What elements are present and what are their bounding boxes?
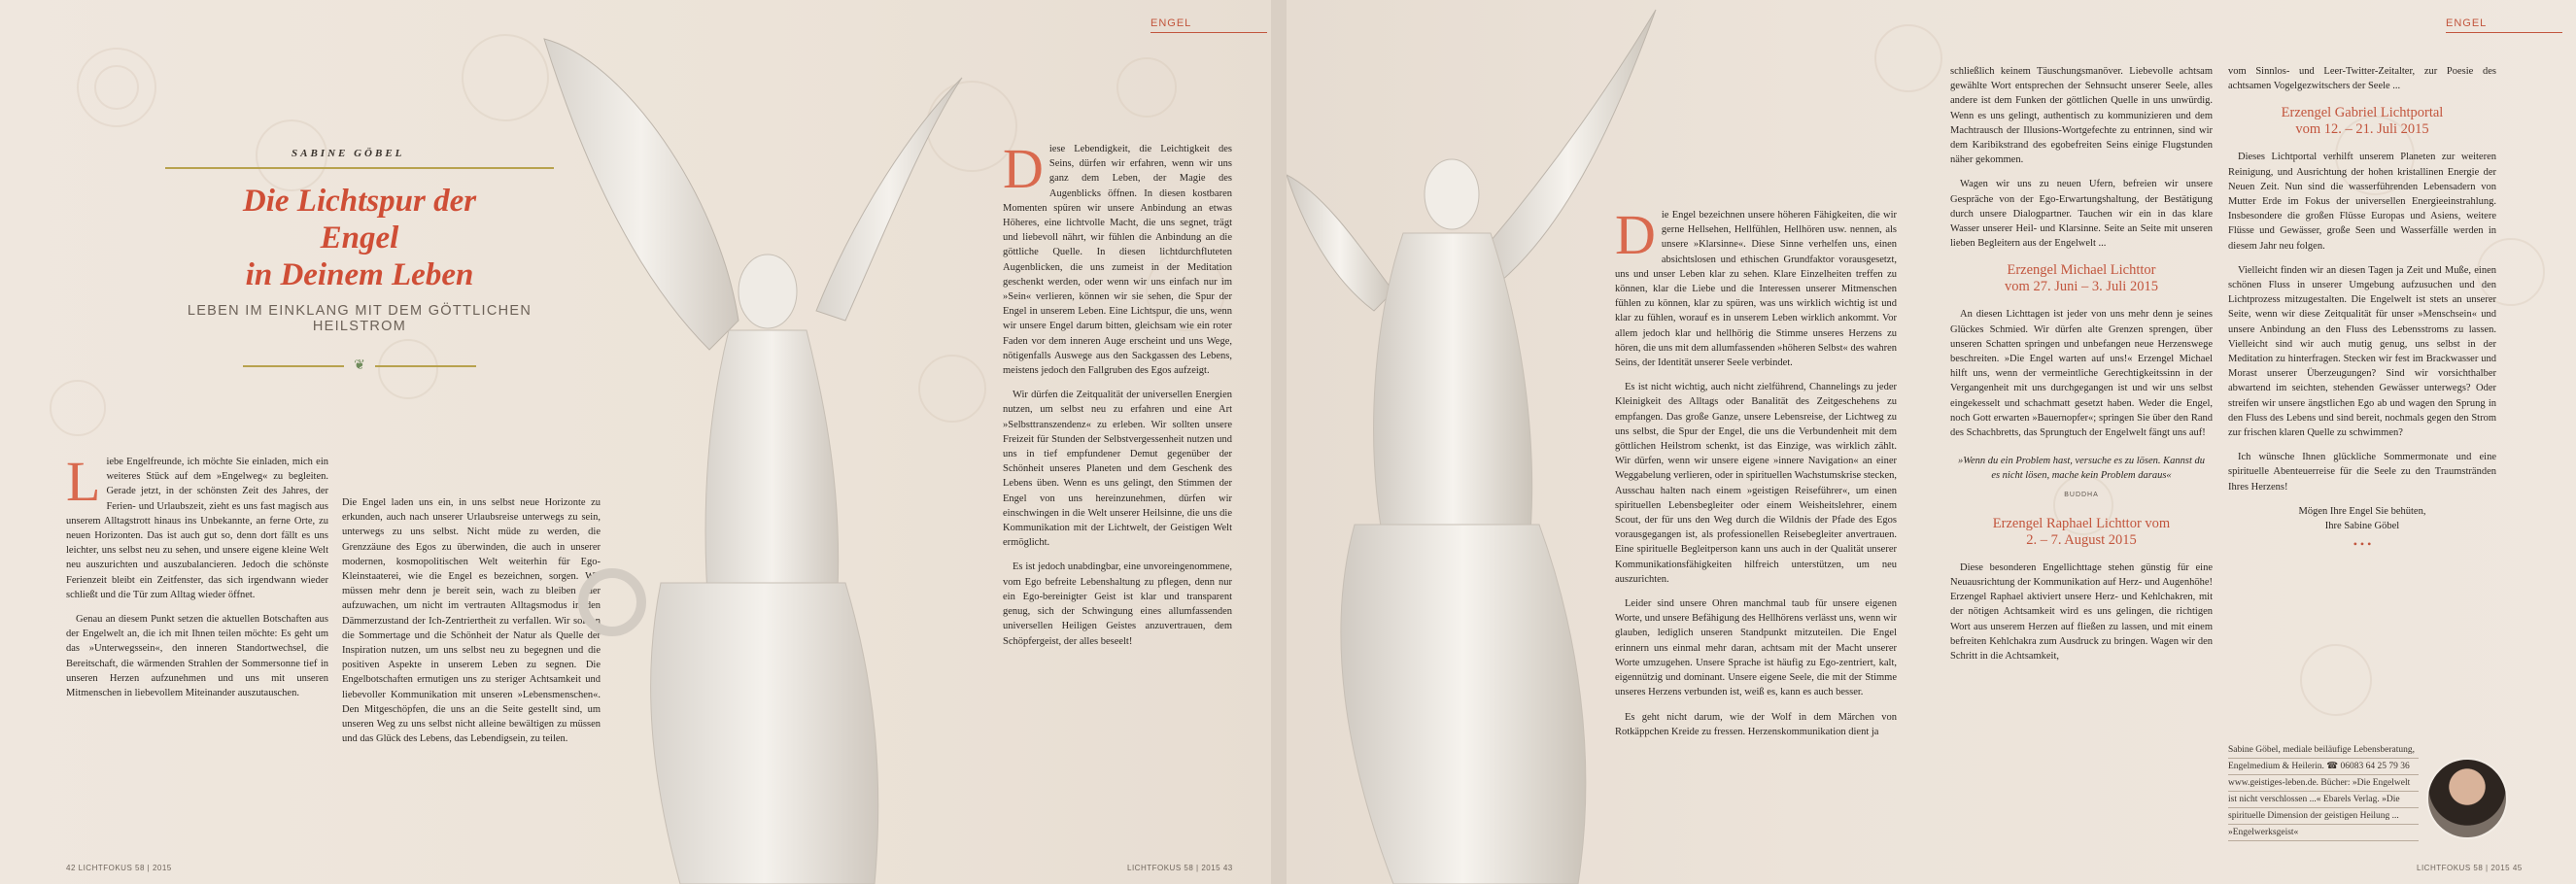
gold-rule-top (165, 167, 554, 169)
closing-block (2228, 504, 2496, 553)
dropcap: D (1615, 208, 1656, 266)
subheading-raphael (1950, 516, 2213, 549)
subheading-line: Erzengel Michael Lichttor (2007, 262, 2156, 279)
text-column-5 (1950, 64, 2213, 865)
paragraph: schließlich keinem Täuschungsmanöver. Liebevolle achtsam gewählte Wort entsprechen der Sehnsucht unserer Seele, alles andere ist dem Funken der göttlichen Quelle in uns unwürdig. Wenn es uns gelingt, authentisch zu kommunizieren und dem Machtrausch der Illusions-Wortgefechte zu entrinnen, sind wir dem Karibikstrand des egobefreiten Seins einige Flugstunden näher gekommen. (1950, 66, 2213, 166)
author-photo (2426, 758, 2508, 839)
subheading-line: vom 27. Juni – 3. Juli 2015 (2005, 279, 2158, 295)
paragraph: Leider sind unsere Ohren manchmal taub für unsere eigenen Worte, und unsere Befähigung des Hellhörens verlässt uns, wenn wir glauben, lediglich unseren Standpunkt mitzuteilen. Die Engel erinnern uns einmal mehr daran, achtsam mit der Macht unserer Worte umzugehen. Unsere Sprache ist häufig zu Ego-zentriert, kalt, eigennützig und dominant. Unsere eigene Seele, die mit der Stimme unseres Herzens verbunden ist, weiß es, kann es auch besser. (1615, 598, 1897, 698)
paragraph: vom Sinnlos- und Leer-Twitter-Zeitalter, zur Poesie des achtsamen Vogelgezwitschers der Seele ... (2228, 66, 2496, 92)
bio-line: »Engelwerksgeist« (2228, 825, 2419, 841)
subheading-line: Erzengel Raphael Lichttor vom (1992, 515, 2171, 531)
ornament-row (243, 357, 476, 374)
paragraph: Dieses Lichtportal verhilft unserem Planeten zur weiteren Reinigung, und Ausrichtung der hohen kristallinen Energie der Neuen Zeit. Nun sind die wasserführenden Lebensadern von Mutter Erde im Fokus der universellen Energieeinstrahlung. Insbesondere die großen Flüsse Europas und Asiens, weitere Flüsse und Gewässer, große Seen und Wasserfälle werden in diesem Jahr neu folgen. (2228, 152, 2496, 252)
subheading-michael (1950, 262, 2213, 295)
bio-line: Sabine Göbel, mediale beiläufige Lebensberatung, (2228, 742, 2419, 759)
page-43 (635, 0, 1271, 884)
subheading-line: Erzengel Gabriel Lichtportal (2281, 105, 2444, 121)
dropcap: D (1003, 142, 1044, 200)
bio-line: www.geistiges-leben.de. Bücher: »Die Engelwelt (2228, 775, 2419, 792)
rubric-engel: ENGEL (2446, 17, 2562, 33)
fleuron-icon: ❦ (354, 358, 365, 373)
paragraph: Ich wünsche Ihnen glückliche Sommermonate und eine spirituelle Abenteuerreise für die Seele zu den Traumstränden Ihres Herzens! (2228, 452, 2496, 493)
paragraph: Es ist jedoch unabdingbar, eine unvoreingenommene, vom Ego befreite Lebenshaltung zu pflegen, denn nur ein Ego-bereinigter Geist ist klar und transparent genug, sich der Schwingung eines allumfassenden universellen Heiligen Geistes anzuvertrauen, dem Schöpfergeist, der alles beseelt! (1003, 561, 1232, 647)
bio-line: ist nicht verschlossen ...« Ebarels Verlag. »Die (2228, 792, 2419, 808)
paragraph: Wir dürfen die Zeitqualität der universellen Energien nutzen, um selbst neu zu erfahren und eine Art »Selbsttranszendenz« zu erleben. Wir sollten unsere Freizeit für Stunden der Selbstvergessenheit nutzen und uns in tief empfundener Demut gegenüber der Schönheit unseres Planeten und dem Geschenk des Lebens üben. Wenn es uns gelingt, den Stimmen der Engel von uns hereinzunehmen, dürfen wir einschwingen in die Welt unserer Heilsinne, die uns die Kommunikation mit der Lichtwelt, der Geistigen Welt ermöglicht. (1003, 390, 1232, 549)
gold-rule-left (243, 365, 344, 367)
closing-line: Mögen Ihre Engel Sie behüten, (2298, 505, 2426, 517)
paragraph-text: iese Lebendigkeit, die Leichtigkeit des Seins, dürfen wir erfahren, wenn wir uns ganz dem Leben, der Magie des Augenblicks öffnen. In diesen kostbaren Momenten spüren wir unsere Anbindung an etwas Höheres, eine lichtvolle Macht, die uns segnet, trägt und liebevoll nährt, wir fühlen die Anbindung an die göttliche Quelle. In diesen lichtdurchfluteten Augenblicken, die uns zumeist in der Meditation geschenkt werden, oder wenn wir uns einfach nur im »Sein« verlieren, können wir sie sehen, die Spur der Engel in unserem Leben. Eine Lichtspur, die uns, wenn wir unsere Engel darum bitten, gleichsam wie ein roter Faden vor dem inneren Auge erscheint und uns Wege, nötigenfalls Auswege aus den Sackgassen des Lebens, meistens jedoch den Fallgruben des Egos aufzeigt. (1003, 144, 1232, 377)
spread-pages-42-43 (0, 0, 1271, 884)
quote-block (1956, 454, 2207, 502)
dropcap: L (66, 455, 101, 513)
folio-page-42: 42 LICHTFOKUS 58 | 2015 (66, 864, 172, 872)
title-line-3: in Deinem Leben (245, 257, 474, 292)
paragraph: Wagen wir uns zu neuen Ufern, befreien wir unsere Gespräche von der Ego-Erwartungshaltung, der Bestätigung durch unsere Dialogpartner. Tauchen wir ein in das klare Wasser unserer Heil- und Klarsinne. Seite an Seite mit unseren lieben Begleitern aus der Engelwelt ... (1950, 179, 2213, 250)
paragraph: An diesen Lichttagen ist jeder von uns mehr denn je seines Glückes Schmied. Wir dürfen alte Grenzen sprengen, über unseren Schatten springen und unbefangen neue Herzenswege beschreiten. »Die Engel warten auf uns!« Erzengel Michael hilft uns, wenn der vermeintliche Gerechtigkeitssinn in der Vergangenheit mit uns durchgegangen ist und wir uns selbst eingekesselt und schachmatt gesetzt haben. Weder die Engel, noch Gott erwarten »Bauernopfer«; springen Sie über den Rand des Schachbretts, das Sprungtuch der Engelwelt fängt uns auf! (1950, 309, 2213, 439)
paragraph: Vielleicht finden wir an diesen Tagen ja Zeit und Muße, einen schönen Fluss in unserer Umgebung aufzusuchen und den Lichtprozess mitzugestalten. Die Engelwelt ist stets an unserer Seite, wenn wir diese Zeitqualität für unser »Menschsein« und unsere Anbindung an den Fluss des Lebensstroms zu lassen. Vielleicht sind wir auch mutig genug, uns selbst in der Meditation zu hinterfragen. Stecken wir fest im Brackwasser und Morast unserer Überzeugungen? Sind wir vorsichthalber abwartend im seichten, stehenden Gewässer unterwegs? Oder streifen wir unsere ängstlichen Ego ab und wagen den Sprung in den Fluss des Lebens und sind bereit, nochmals gegen den Strom zur frischen klaren Quelle zu schwimmen? (2228, 264, 2496, 439)
paragraph-text: ie Engel bezeichnen unsere höheren Fähigkeiten, die wir gerne Hellsehen, Hellfühlen, Hellhören usw. nennen, als unsere »Klarsinne«. Diese Sinne verhelfen uns, einen absichtslosen und ethischen Grundfaktor vorausgesetzt, uns und unser Leben klar zu sehen. Klare Einzelheiten treffen zu können, klar die Liebe und die Interessen unserer Mitmenschen fühlen zu können, klar zu spüren, was uns wirklich wichtig ist und klar zu fühlen, worauf es in unserem Leben wirklich ankommt. Vor allem jedoch klar und hellhörig die Stimme unseres Herzens zu hören, die uns mit dem allumfassenden »höheren Selbst« des wahren Seins, der Identität unserer Seele verbindet. (1615, 210, 1897, 369)
article-subtitle: LEBEN IM EINKLANG MIT DEM GÖTTLICHEN HEILSTROM (187, 303, 532, 334)
paragraph: Es ist nicht wichtig, auch nicht zielführend, Channelings zu jeder Kleinigkeit des Alltags oder Banalität des Zeitgeschehens zu empfangen. Das große Ganze, unsere Lebensreise, der Lichtweg zu uns selbst, die Spur der Engel, die uns die Verbundenheit mit dem göttlichen Heilstrom schenkt, ist das Einzige, was wirklich zählt. Wir dürfen, wenn wir unsere eigene »innere Navigation« an einer Weggabelung verlieren, oder in spirituellen Wachstumskrise stecken, Ausschau halten nach einem »geistigen Reiseführer«, um einen spirituellen Lebensbegleiter oder einem Weisheitslehrer, einem Scout, der für uns den Weg durch die Wildnis der Pfade des Egos vorausgegangen ist, als professionellen Reisebegleiter anvertrauen. Eine spirituelle Begleitperson kann uns auch in der Qualität unserer Kommunikationsfähigkeiten hilfreich unterstützen, um neu auszurichten. (1615, 382, 1897, 585)
paragraph: Diese besonderen Engellichttage stehen günstig für eine Neuausrichtung der Kommunikation auf Herz- und Augenhöhe! Erzengel Raphael aktiviert unsere Herz- und Kehlchakren, mit der nötigen Achtsamkeit wird es uns gelingen, die richtigen Wort aus unserem Herzen auf fließen zu lassen, und mit einem befreiten Kehlchakra zum Ausdruck zu bringen. Wagen wir den Schritt in die Achtsamkeit, (1950, 561, 2213, 663)
title-line-2: Engel (320, 221, 399, 255)
spread-pages-44-45 (1287, 0, 2576, 884)
page-45 (1931, 0, 2576, 884)
subheading-line: 2. – 7. August 2015 (2026, 531, 2137, 548)
author-bio (2228, 742, 2419, 841)
text-column-6 (2228, 64, 2496, 725)
paragraph (1003, 142, 1232, 378)
text-column-1 (66, 455, 328, 863)
paragraph-text: iebe Engelfreunde, ich möchte Sie einladen, mich ein weiteres Stück auf dem »Engelweg« zu begleiten. Gerade jetzt, in der schönsten Zeit des Jahres, der Ferien- und Urlaubszeit, zieht es uns fast magisch aus unserem Alltagstrott hinaus ins Unbekannte, an ferne Orte, zu neuen Horizonten. Das ist auch gut so, denn dort fällt es uns leichter, uns selbst neu zu sehen, und unsere eigene kleine Welt neu auszurichten und auszubalancieren. Jedoch die schönste Ferienzeit bleibt ein Zeitfenster, das sich irgendwann wieder schließt und die Tür zum Alltag wieder öffnet. (66, 457, 328, 600)
paragraph (66, 455, 328, 602)
section-end-stars: • • • (2353, 537, 2372, 552)
rubric-engel: ENGEL (1151, 17, 1267, 33)
text-column-3 (1003, 142, 1232, 863)
paragraph: Es geht nicht darum, wie der Wolf in dem Märchen von Rotkäppchen Kreide zu fressen. Herzenskommunikation dient ja (1615, 711, 1897, 737)
bio-line: Engelmedium & Heilerin. ☎ 06083 64 25 79 36 (2228, 759, 2419, 775)
subheading-gabriel (2228, 105, 2496, 138)
quote-text: »Wenn du ein Problem hast, versuche es zu lösen. Kannst du es nicht lösen, mache kein Problem daraus« (1957, 456, 2206, 482)
gutter (1271, 0, 1287, 884)
paragraph: Genau an diesem Punkt setzen die aktuellen Botschaften aus der Engelwelt an, die ich mit Ihnen teilen möchte: Es geht um das »Unterwegssein«, den inneren Standortwechsel, die Bereitschaft, die wärmenden Strahlen der Sommersonne tief in unseren Herzen aufzunehmen und uns mit unseren Mitmenschen in liebevollem Miteinander auszutauschen. (66, 614, 328, 699)
title-line-1: Die Lichtspur der (242, 184, 477, 219)
folio-page-43: LICHTFOKUS 58 | 2015 43 (1127, 864, 1233, 872)
paragraph: Die Engel laden uns ein, in uns selbst neue Horizonte zu erkunden, auch nach unserer Urlaubsreise unterwegs zu sein, unterwegs zu uns selbst. Nicht müde zu werden, die Grenzzäune des Egos zu überwinden, die auch in unserer modernen, kosmopolitischen Welt weiterhin für Ego-Kleinstaaterei, wie die Engel es bezeichnen, sorgen. Wir müssen mehr denn je bereit sein, wach zu bleiben oder aufzuwachen, um nicht im vertrauten Alltagsmodus in den Dämmerzustand der Ich-Zentriertheit zu verfallen. Wir sollten die Sommertage und die Schönheit der Natur als Quelle der Inspiration nutzen, um uns selbst neu zu begegnen und die positiven Aspekte in unserem Leben zu segnen. Die Engelbotschaften ermutigen uns zu steriger Achtsamkeit und liebevoller Kommunikation mit unseren »Lebensmenschen«. Den Mitgeschöpfen, die uns an die Seite gestellt sind, um unseren Weg zu uns selbst nicht alleine bewältigen zu müssen und das Glück des Lebens, das Lebendigsein, zu teilen. (342, 497, 601, 745)
quote-source: BUDDHA (2064, 491, 2099, 498)
paragraph (1615, 208, 1897, 370)
closing-line: Ihre Sabine Göbel (2324, 521, 2400, 532)
page-44 (1287, 0, 1931, 884)
text-column-4 (1615, 208, 1897, 865)
bio-line: spirituelle Dimension der geistigen Heilung ... (2228, 808, 2419, 825)
folio-page-45: LICHTFOKUS 58 | 2015 45 (2417, 864, 2523, 872)
subheading-line: vom 12. – 21. Juli 2015 (2295, 121, 2429, 138)
gold-rule-right (375, 365, 476, 367)
author-name: SABINE GÖBEL (292, 148, 405, 159)
